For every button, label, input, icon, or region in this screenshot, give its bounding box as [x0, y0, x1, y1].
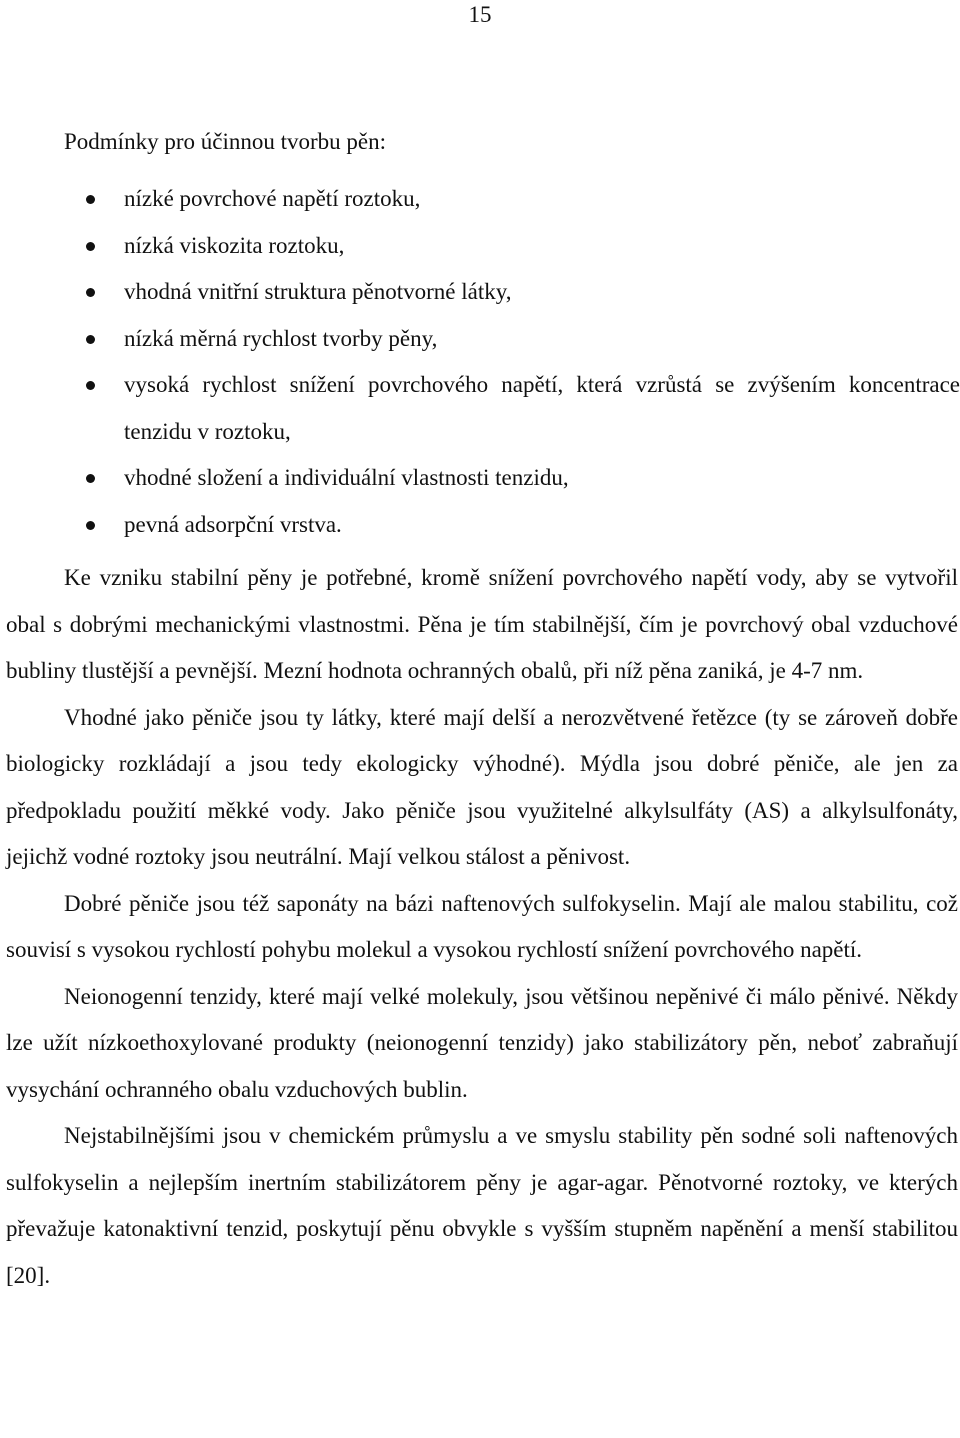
paragraph-foaming-agents: Vhodné jako pěniče jsou ty látky, které mají delší a nerozvětvené řetězce (ty se zároveň dobře biologicky rozkládají a jsou tedy ekologicky výhodné). Mýdla jsou dobré pěniče, ale jen za předpokladu použití měkké vody. Jako pěniče jsou využitelné alkylsulfáty (AS) a alkylsulfonáty, jejichž vodné roztoky jsou neutrální. Mají velkou stálost a pěnivost.	[6, 704, 958, 869]
condition-text: nízká viskozita roztoku,	[124, 232, 345, 258]
paragraph-saponates: Dobré pěniče jsou též saponáty na bázi naftenových sulfokyselin. Mají ale malou stabilitu, což souvisí s vysokou rychlostí pohybu molekul a vysokou rychlostí snížení povrchového napětí.	[6, 890, 958, 962]
page-number: 15	[468, 2, 492, 27]
condition-text: vhodná vnitřní struktura pěnotvorné látky,	[124, 279, 512, 304]
paragraph-nonionic-surfactants: Neionogenní tenzidy, které mají velké molekuly, jsou většinou nepěnivé či málo pěnivé. Někdy lze užít nízkoethoxylované produkty (neionogenní tenzidy) jako stabilizátory pěn, neboť zabraňují vysychání ochranného obalu vzduchových bublin.	[6, 983, 958, 1102]
condition-text: vhodné složení a individuální vlastnosti tenzidu,	[124, 465, 569, 490]
body-text	[6, 555, 958, 1299]
condition-text: pevná adsorpční vrstva.	[124, 511, 342, 537]
condition-text: vysoká rychlost snížení povrchového napětí, která vzrůstá se zvýšením koncentrace tenzidu v roztoku,	[124, 372, 960, 444]
list-item	[0, 176, 960, 223]
paragraph-foam-stability: Ke vzniku stabilní pěny je potřebné, kromě snížení povrchového napětí vody, aby se vytvořil obal s dobrými mechanickými vlastnostmi. Pěna je tím stabilnější, čím je povrchový obal vzduchové bubliny tlustější a pevnější. Mezní hodnota ochranných obalů, při níž pěna zaniká, je 4-7 nm.	[6, 565, 958, 683]
list-item	[0, 316, 960, 363]
list-item	[0, 269, 960, 316]
bullet-icon	[86, 381, 95, 390]
bullet-icon	[86, 195, 95, 204]
bullet-icon	[86, 521, 95, 530]
condition-text: nízká měrná rychlost tvorby pěny,	[124, 325, 438, 351]
conditions-list	[0, 176, 960, 548]
condition-text: nízké povrchové napětí roztoku,	[124, 186, 421, 211]
list-item	[0, 502, 960, 549]
list-item	[0, 223, 960, 270]
bullet-icon	[86, 242, 95, 251]
conditions-heading: Podmínky pro účinnou tvorbu pěn:	[64, 129, 386, 154]
list-item	[0, 455, 960, 502]
list-item	[0, 362, 960, 455]
bullet-icon	[86, 288, 95, 297]
bullet-icon	[86, 335, 95, 344]
bullet-icon	[86, 474, 95, 483]
paragraph-most-stable: Nejstabilnějšími jsou v chemickém průmyslu a ve smyslu stability pěn sodné soli naftenových sulfokyselin a nejlepším inertním stabilizátorem pěny je agar-agar. Pěnotvorné roztoky, ve kterých převažuje katonaktivní tenzid, poskytují pěnu obvykle s vyšším stupněm napěnění a menší stabilitou [20].	[6, 1123, 958, 1288]
